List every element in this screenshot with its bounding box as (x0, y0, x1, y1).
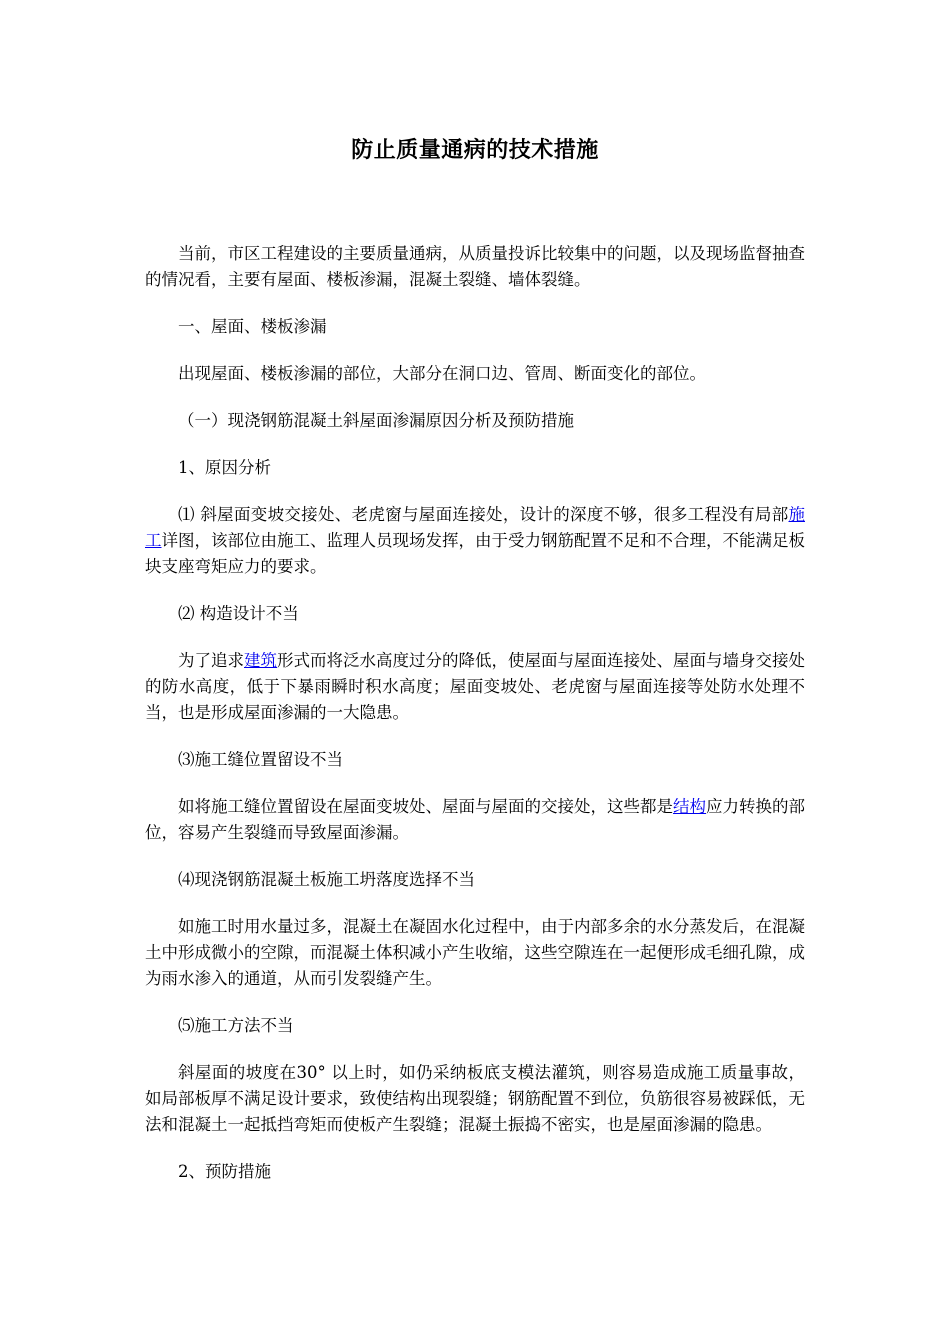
heading-prevention-measures: 2、预防措施 (178, 1162, 271, 1181)
item-3-heading: ⑶施工缝位置留设不当 (178, 750, 343, 769)
item-4-heading: ⑷现浇钢筋混凝土板施工坍落度选择不当 (178, 870, 475, 889)
item-4-paragraph: 如施工时用水量过多，混凝土在凝固水化过程中，由于内部多余的水分蒸发后，在混凝土中形成微小的空隙，而混凝土体积减小产生收缩，这些空隙连在一起便形成毛细孔隙，成为雨水渗入的通道，从而引发裂缝产生。 (145, 917, 805, 988)
link-shigong[interactable]: 施工 (145, 505, 805, 550)
document-title: 防止质量通病的技术措施 (351, 138, 599, 163)
link-jianzhu[interactable]: 建筑 (244, 651, 277, 670)
item-2-heading: ⑵ 构造设计不当 (178, 604, 299, 623)
intro-paragraph: 当前，市区工程建设的主要质量通病，从质量投诉比较集中的问题，以及现场监督抽查的情况看，主要有屋面、楼板渗漏，混凝土裂缝、墙体裂缝。 (145, 244, 805, 289)
item-1-paragraph (145, 502, 805, 580)
item-1-text-before: ⑴ 斜屋面变坡交接处、老虎窗与屋面连接处，设计的深度不够，很多工程没有局部 (178, 505, 789, 524)
link-jiegou[interactable]: 结构 (673, 797, 706, 816)
item-5-paragraph: 斜屋面的坡度在30° 以上时，如仍采纳板底支模法灌筑，则容易造成施工质量事故，如局部板厚不满足设计要求，致使结构出现裂缝；钢筋配置不到位，负筋很容易被踩低，无法和混凝土一起抵挡弯矩而使板产生裂缝；混凝土振捣不密实，也是屋面渗漏的隐患。 (145, 1063, 805, 1134)
item-5-heading: ⑸施工方法不当 (178, 1016, 294, 1035)
item-3-text-before: 如将施工缝位置留设在屋面变坡处、屋面与屋面的交接处，这些都是 (178, 797, 673, 816)
section-paragraph-leak-locations: 出现屋面、楼板渗漏的部位，大部分在洞口边、管周、断面变化的部位。 (178, 364, 706, 383)
heading-cause-analysis: 1、原因分析 (178, 458, 271, 477)
item-3-paragraph (145, 794, 805, 846)
item-2-text-after: 形式而将泛水高度过分的降低，使屋面与屋面连接处、屋面与墙身交接处的防水高度，低于下暴雨瞬时积水高度；屋面变坡处、老虎窗与屋面连接等处防水处理不当，也是形成屋面渗漏的一大隐患。 (145, 651, 805, 722)
section-heading-roof-leakage: 一、屋面、楼板渗漏 (178, 317, 327, 336)
item-3-text-after: 应力转换的部位，容易产生裂缝而导致屋面渗漏。 (145, 797, 805, 842)
item-2-paragraph (145, 648, 805, 726)
subsection-heading-cast-in-place: （一）现浇钢筋混凝土斜屋面渗漏原因分析及预防措施 (178, 411, 574, 430)
item-1-text-after: 详图，该部位由施工、监理人员现场发挥，由于受力钢筋配置不足和不合理，不能满足板块支座弯矩应力的要求。 (145, 531, 805, 576)
item-2-text-before: 为了追求 (178, 651, 244, 670)
document-body (145, 241, 805, 1206)
